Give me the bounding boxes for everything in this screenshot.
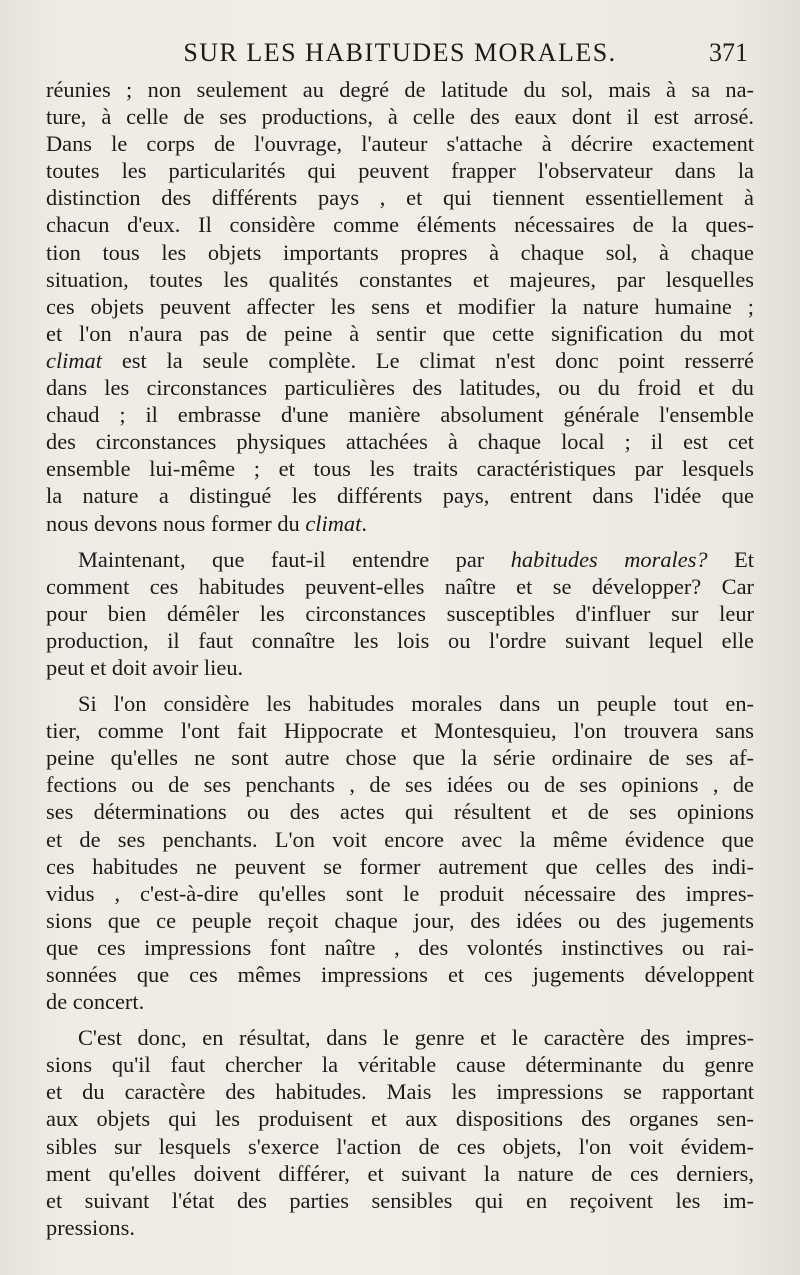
text-line: peine qu'elles ne sont autre chose que la série ordinaire de ses af- <box>46 745 754 771</box>
text-line: aux objets qui les produisent et aux dispositions des organes sen- <box>46 1106 754 1132</box>
text-line: distinction des différents pays , et qui tiennent essentiellement à <box>46 185 754 211</box>
text-line: des circonstances physiques attachées à chaque local ; il est cet <box>46 429 754 455</box>
text-line: ces habitudes ne peuvent se former autrement que celles des indi- <box>46 853 754 879</box>
paragraph <box>46 546 754 681</box>
text-line: nous devons nous former du climat. <box>46 510 367 536</box>
paragraph <box>46 1024 754 1241</box>
text-line: la nature a distingué les différents pays, entrent dans l'idée que <box>46 483 754 509</box>
text-line: et l'on n'aura pas de peine à sentir que cette signification du mot <box>46 320 754 346</box>
text-line: sibles sur lesquels s'exerce l'action de ces objets, l'on voit évidem- <box>46 1133 754 1159</box>
text-line: et du caractère des habitudes. Mais les impressions se rapportant <box>46 1079 754 1105</box>
page-header <box>46 32 754 76</box>
text-line: pour bien démêler les circonstances susceptibles d'influer sur leur <box>46 600 754 626</box>
text-line: chaud ; il embrasse d'une manière absolument générale l'ensemble <box>46 402 754 428</box>
text-line: ment qu'elles doivent différer, et suivant la nature de ces derniers, <box>46 1160 754 1186</box>
text-line: fections ou de ses penchants , de ses idées ou de ses opinions , de <box>46 772 754 798</box>
text-line: sonnées que ces mêmes impressions et ces jugements développent <box>46 962 754 987</box>
text-line: production, il faut connaître les lois ou l'ordre suivant lequel elle <box>46 627 754 653</box>
text-line: peut et doit avoir lieu. <box>46 654 244 680</box>
text-line: Si l'on considère les habitudes morales dans un peuple tout en- <box>78 691 754 717</box>
text-line: ture, à celle de ses productions, à celle des eaux dont il est arrosé. <box>46 104 754 130</box>
body-text <box>46 76 754 1241</box>
paragraph <box>46 76 754 537</box>
text-line: de concert. <box>46 989 145 1015</box>
text-line: situation, toutes les qualités constantes et majeures, par lesquelles <box>46 266 754 292</box>
text-line: C'est donc, en résultat, dans le genre et le caractère des impres- <box>78 1025 754 1051</box>
text-line: ensemble lui-même ; et tous les traits caractéristiques par lesquels <box>46 456 754 482</box>
paragraph <box>46 690 754 1015</box>
text-line: réunies ; non seulement au degré de latitude du sol, mais à sa na- <box>46 77 754 102</box>
text-line: vidus , c'est-à-dire qu'elles sont le produit nécessaire des impres- <box>46 880 754 906</box>
text-line: dans les circonstances particulières des latitudes, ou du froid et du <box>46 375 754 401</box>
text-line: sions que ce peuple reçoit chaque jour, des idées ou des jugements <box>46 907 754 933</box>
text-line: et de ses penchants. L'on voit encore avec la même évidence que <box>46 826 754 852</box>
text-line: comment ces habitudes peuvent-elles naître et se développer? Car <box>46 573 754 599</box>
running-title: SUR LES HABITUDES MORALES. <box>183 38 617 67</box>
text-line: et suivant l'état des parties sensibles qui en reçoivent les im- <box>46 1187 754 1213</box>
text-line: Maintenant, que faut-il entendre par habitudes morales? Et <box>78 546 754 572</box>
text-line: pressions. <box>46 1214 135 1240</box>
text-line: climat est la seule complète. Le climat n'est donc point resserré <box>46 347 754 373</box>
text-line: que ces impressions font naître , des volontés instinctives ou rai- <box>46 934 754 960</box>
text-line: Dans le corps de l'ouvrage, l'auteur s'attache à décrire exactement <box>46 131 754 157</box>
text-line: ses déterminations ou des actes qui résultent et de ses opinions <box>46 799 754 825</box>
text-line: chacun d'eux. Il considère comme éléments nécessaires de la ques- <box>46 212 754 238</box>
text-line: tier, comme l'ont fait Hippocrate et Montesquieu, l'on trouvera sans <box>46 718 754 744</box>
text-line: toutes les particularités qui peuvent frapper l'observateur dans la <box>46 158 754 184</box>
text-line: tion tous les objets importants propres à chaque sol, à chaque <box>46 239 754 265</box>
text-line: ces objets peuvent affecter les sens et modifier la nature humaine ; <box>46 293 754 319</box>
text-line: sions qu'il faut chercher la véritable cause déterminante du genre <box>46 1052 754 1078</box>
page-number: 371 <box>709 38 748 67</box>
